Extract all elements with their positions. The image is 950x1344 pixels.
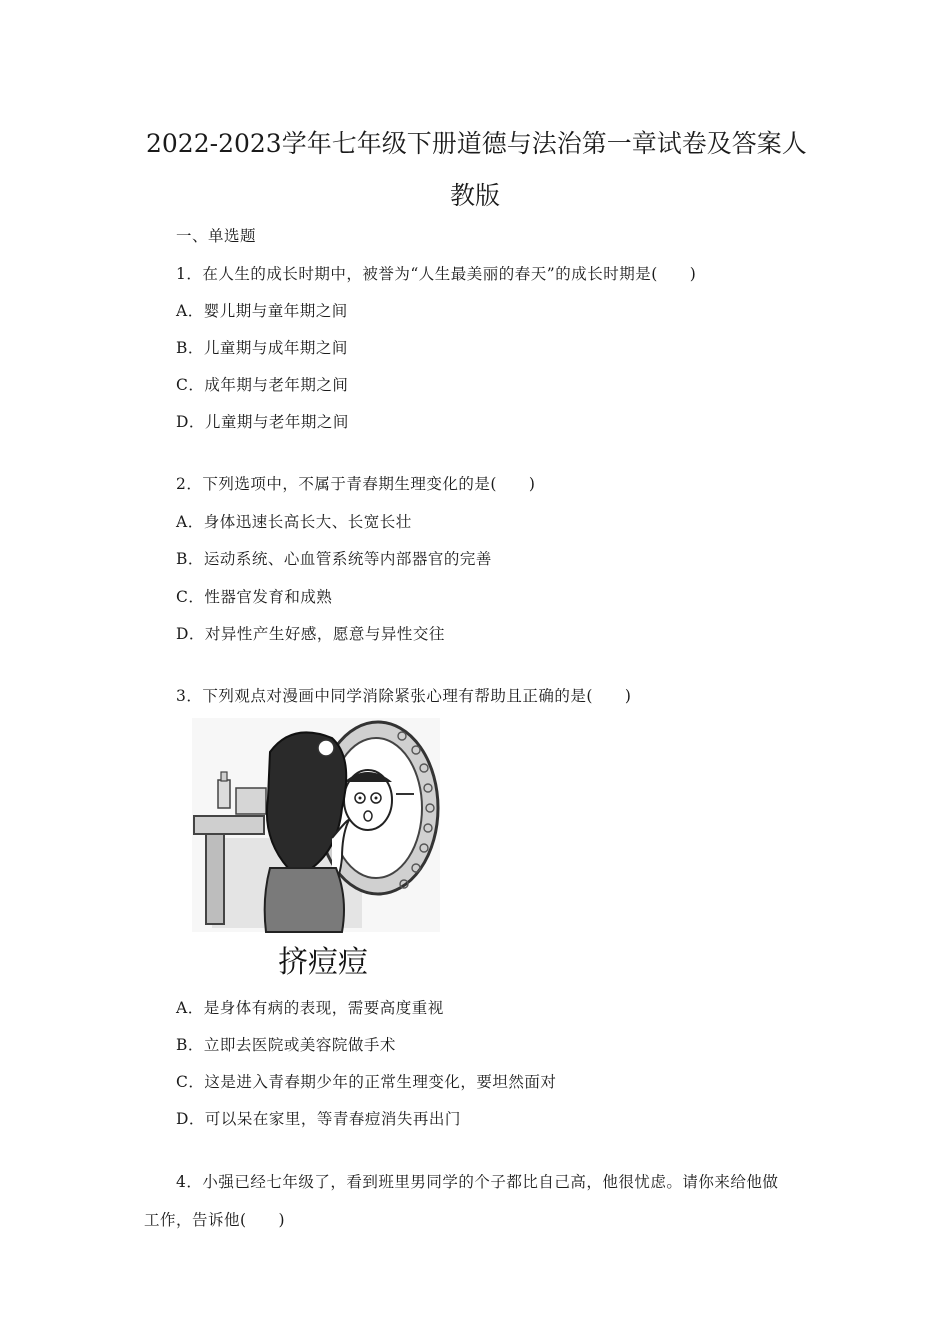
question-stem-line-1: 4．小强已经七年级了，看到班里男同学的个子都比自己高，他很忧虑。请你来给他做 <box>176 1173 779 1191</box>
question-option: D．对异性产生好感，愿意与异性交往 <box>176 625 445 643</box>
question-stem-line-2: 工作，告诉他( ) <box>144 1211 286 1229</box>
title-line-2: 教版 <box>450 181 501 210</box>
question-option: A．身体迅速长高长大、长宽长壮 <box>176 513 412 531</box>
cartoon-illustration <box>192 718 440 980</box>
question-option: D．可以呆在家里，等青春痘消失再出门 <box>176 1110 461 1128</box>
question-option: C．这是进入青春期少年的正常生理变化，要坦然面对 <box>176 1073 557 1091</box>
question-option: B．儿童期与成年期之间 <box>176 339 348 357</box>
question-option: C．成年期与老年期之间 <box>176 376 349 394</box>
question-option: A．是身体有病的表现，需要高度重视 <box>176 999 444 1017</box>
question-stem: 1．在人生的成长时期中，被誉为“人生最美丽的春天”的成长时期是( ) <box>176 265 697 283</box>
section-heading: 一、单选题 <box>176 227 257 245</box>
question-option: A．婴儿期与童年期之间 <box>176 302 348 320</box>
cartoon-drawing <box>192 718 440 980</box>
question-option: D．儿童期与老年期之间 <box>176 413 349 431</box>
question-option: C．性器官发育和成熟 <box>176 588 333 606</box>
question-option: B．运动系统、心血管系统等内部器官的完善 <box>176 550 492 568</box>
question-option: B．立即去医院或美容院做手术 <box>176 1036 396 1054</box>
question-stem: 2．下列选项中，不属于青春期生理变化的是( ) <box>176 475 536 493</box>
cartoon-caption: 挤痘痘 <box>278 946 368 979</box>
title-line-1: 2022-2023学年七年级下册道德与法治第一章试卷及答案人 <box>146 129 807 158</box>
question-stem: 3．下列观点对漫画中同学消除紧张心理有帮助且正确的是( ) <box>176 687 632 705</box>
